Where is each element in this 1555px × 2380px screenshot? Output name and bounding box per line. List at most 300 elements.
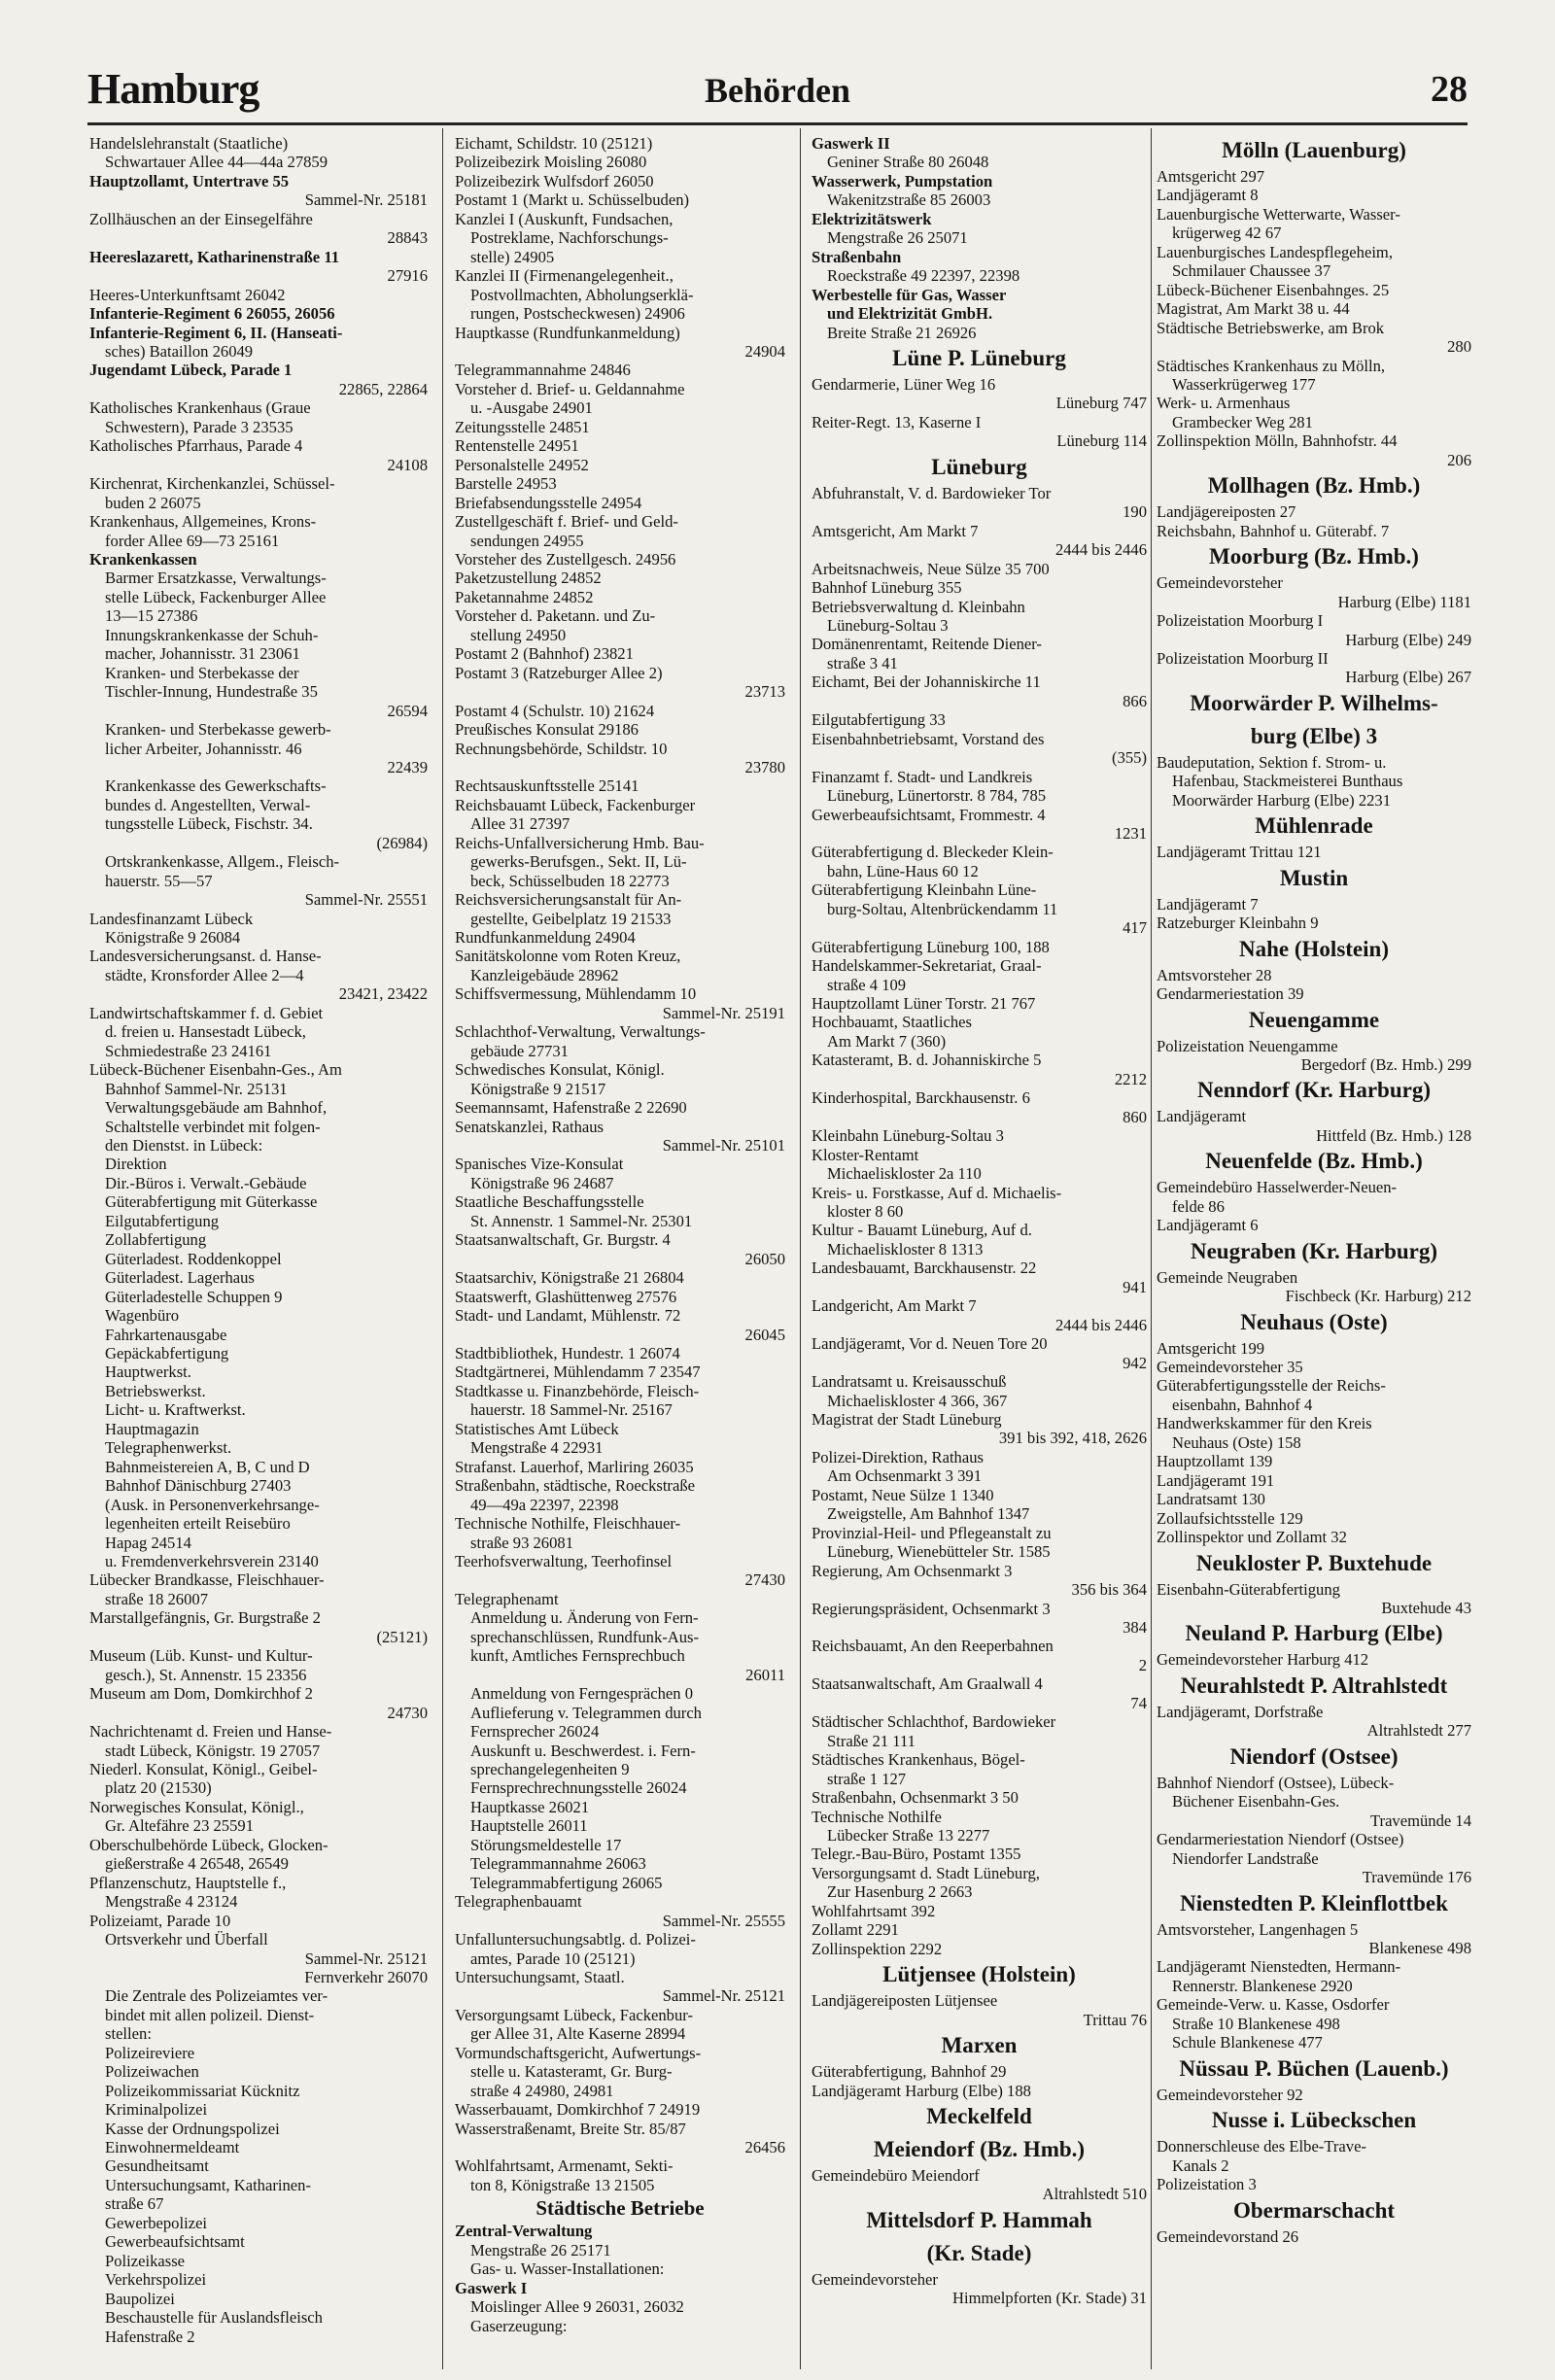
directory-entry-line: Landjägereiposten 27: [1157, 502, 1296, 522]
directory-entry-line: gestellte, Geibelplatz 19 21533: [470, 909, 672, 928]
place-heading: Nüssau P. Büchen (Lauenb.): [1179, 2055, 1449, 2081]
directory-entry-line: Städtisches Krankenhaus, Bögel-: [812, 1750, 1025, 1770]
directory-entry-line: 24730: [387, 1703, 428, 1722]
directory-entry-line: Eisenbahn-Güterabfertigung: [1157, 1579, 1340, 1599]
directory-entry-line: 23780: [744, 757, 785, 776]
directory-entry-line: Mengstraße 26 25171: [470, 2240, 611, 2259]
directory-entry-line: Amtsvorsteher, Langenhagen 5: [1157, 1919, 1359, 1939]
place-heading: Neukloster P. Buxtehude: [1195, 1550, 1433, 1575]
directory-entry-line: 26594: [387, 701, 428, 720]
directory-entry-line: Postamt 4 (Schulstr. 10) 21624: [455, 701, 655, 720]
directory-entry-line: Landratsamt u. Kreisausschuß: [812, 1372, 1007, 1392]
directory-entry-line: Verwaltungsgebäude am Bahnhof,: [105, 1098, 328, 1118]
directory-entry-line: Verkehrspolizei: [105, 2270, 207, 2290]
directory-entry-line: Kranken- und Sterbekasse gewerb-: [105, 720, 331, 740]
directory-entry-line: Königstraße 96 24687: [470, 1173, 614, 1192]
directory-entry-line: Werk- u. Armenhaus: [1157, 394, 1291, 413]
directory-entry-line: Baudeputation, Sektion f. Strom- u.: [1157, 752, 1387, 772]
directory-entry-line: Polizeistation Moorburg I: [1157, 611, 1324, 631]
directory-entry-line: Travemünde 14: [1369, 1811, 1471, 1830]
directory-entry-line: Gepäckabfertigung: [105, 1344, 229, 1362]
directory-entry-line: Wasserwerk, Pumpstation: [812, 171, 993, 190]
directory-entry-line: Polizeiwachen: [105, 2062, 199, 2082]
directory-entry-line: Kasse der Ordnungspolizei: [105, 2119, 280, 2138]
directory-entry-line: Lübecker Straße 13 2277: [827, 1825, 990, 1845]
place-heading: Moorburg (Bz. Hmb.): [1209, 544, 1419, 569]
place-heading: Lüne P. Lüneburg: [892, 345, 1066, 370]
directory-entry-line: gewerks-Berufsgen., Sekt. II, Lü-: [470, 852, 687, 872]
directory-entry-line: Geniner Straße 80 26048: [827, 153, 989, 172]
directory-entry-line: Straßenbahn, Ochsenmarkt 3 50: [812, 1788, 1019, 1808]
directory-entry-line: Licht- u. Kraftwerkst.: [105, 1400, 246, 1420]
directory-entry-line: Postamt 3 (Ratzeburger Allee 2): [455, 663, 663, 682]
directory-entry-line: Moorwärder Harburg (Elbe) 2231: [1172, 790, 1392, 810]
directory-entry-line: Katholisches Krankenhaus (Graue: [89, 398, 311, 418]
directory-entry-line: Sammel-Nr. 25191: [662, 1003, 785, 1022]
directory-entry-line: 2444 bis 2446: [1054, 1315, 1147, 1334]
directory-entry-line: Postamt 1 (Markt u. Schüsselbuden): [455, 190, 690, 210]
directory-entry-line: Polizeireviere: [105, 2043, 195, 2062]
directory-entry-line: Polizeikommissariat Kücknitz: [105, 2081, 300, 2100]
directory-entry-line: sprechangelegenheiten 9: [470, 1759, 630, 1778]
directory-entry-line: Staatsarchiv, Königstraße 21 26804: [455, 1268, 684, 1288]
directory-entry-line: Paketannahme 24852: [455, 587, 594, 606]
directory-entry-line: Gaswerk II: [812, 134, 890, 153]
directory-entry-line: 27430: [744, 1570, 785, 1590]
directory-entry-line: 26045: [744, 1325, 785, 1344]
directory-entry-line: straße 1 127: [827, 1769, 907, 1788]
directory-entry-line: Hauptkasse 26021: [470, 1797, 590, 1816]
directory-entry-line: Telegraphenamt: [455, 1589, 559, 1608]
directory-entry-line: Direktion: [105, 1155, 167, 1174]
directory-entry-line: 942: [1123, 1353, 1147, 1372]
directory-entry-line: Schwedisches Konsulat, Königl.: [455, 1060, 665, 1080]
directory-entry-line: Polizeistation 3: [1157, 2175, 1257, 2194]
directory-entry-line: Die Zentrale des Polizeiamtes ver-: [105, 1986, 328, 2006]
directory-entry-line: Finanzamt f. Stadt- und Landkreis: [812, 767, 1033, 786]
directory-entry-line: Lüneburg 114: [1056, 431, 1147, 451]
directory-entry-line: Kirchenrat, Kirchenkanzlei, Schüssel-: [89, 474, 335, 494]
directory-entry-line: Staatsanwaltschaft, Gr. Burgstr. 4: [455, 1230, 671, 1250]
directory-entry-line: Schlachthof-Verwaltung, Verwaltungs-: [455, 1022, 706, 1042]
directory-entry-line: forder Allee 69—73 25161: [105, 531, 280, 550]
directory-entry-line: Schmiedestraße 23 24161: [105, 1041, 272, 1060]
directory-entry-line: Gemeindebüro Meiendorf: [812, 2165, 980, 2185]
place-heading: burg (Elbe) 3: [1250, 723, 1378, 748]
directory-entry-line: Mengstraße 26 25071: [827, 228, 968, 248]
directory-entry-line: Schaltstelle verbindet mit folgen-: [105, 1117, 321, 1136]
directory-entry-line: Heereslazarett, Katharinenstraße 11: [89, 247, 339, 266]
directory-entry-line: Güterabfertigung, Bahnhof 29: [812, 2062, 1007, 2082]
directory-entry-line: Regierung, Am Ochsenmarkt 3: [812, 1561, 1013, 1580]
directory-entry-line: Rechtsauskunftsstelle 25141: [455, 776, 639, 796]
directory-entry-line: Staatliche Beschaffungsstelle: [455, 1192, 644, 1212]
directory-entry-line: Untersuchungsamt, Staatl.: [455, 1967, 625, 1986]
directory-entry-line: Fahrkartenausgabe: [105, 1325, 227, 1344]
directory-entry-line: Zollabfertigung: [105, 1230, 207, 1250]
directory-entry-line: Gendarmeriestation 39: [1157, 984, 1304, 1004]
directory-entry-line: Landjägeramt, Dorfstraße: [1157, 1702, 1324, 1721]
directory-entry-line: Telegrammannahme 24846: [455, 361, 631, 380]
directory-entry-line: 2212: [1114, 1069, 1147, 1088]
directory-entry-line: Werbestelle für Gas, Wasser: [812, 285, 1007, 304]
directory-entry-line: Zollinspektion 2292: [812, 1939, 943, 1958]
directory-entry-line: Gendarmerie, Lüner Weg 16: [812, 374, 996, 394]
directory-entry-line: Reichsbahn, Bahnhof u. Güterabf. 7: [1157, 521, 1390, 540]
directory-entry-line: stellen:: [105, 2024, 152, 2044]
directory-entry-line: Gas- u. Wasser-Installationen:: [470, 2259, 665, 2279]
directory-entry-line: Zollhäuschen an der Einsegelfähre: [89, 209, 313, 228]
directory-entry-line: Reichs-Unfallversicherung Hmb. Bau-: [455, 833, 705, 852]
directory-entry-line: Rundfunkanmeldung 24904: [455, 928, 636, 948]
place-heading: Lüneburg: [931, 454, 1027, 479]
directory-entry-line: Zollaufsichtsstelle 129: [1157, 1508, 1303, 1528]
directory-entry-line: Michaeliskloster 2a 110: [827, 1164, 982, 1184]
directory-entry-line: Schiffsvermessung, Mühlendamm 10: [455, 984, 697, 1004]
directory-entry-line: 280: [1447, 337, 1471, 357]
directory-entry-line: Baupolizei: [105, 2289, 175, 2308]
directory-entry-line: Hapag 24514: [105, 1533, 191, 1552]
directory-entry-line: Landjägeramt Nienstedten, Hermann-: [1157, 1957, 1401, 1977]
directory-entry-line: Gemeinde Neugraben: [1157, 1267, 1298, 1287]
directory-entry-line: Wasserkrügerweg 177: [1172, 374, 1316, 394]
directory-entry-line: Roeckstraße 49 22397, 22398: [827, 266, 1020, 286]
directory-entry-line: gießerstraße 4 26548, 26549: [105, 1854, 289, 1874]
directory-entry-line: Gaswerk I: [455, 2278, 528, 2297]
directory-entry-line: u. Fremdenverkehrsverein 23140: [105, 1551, 319, 1570]
directory-entry-line: Polizeibezirk Moisling 26080: [455, 153, 647, 172]
directory-entry-line: Kanzlei II (Firmenangelegenheit.,: [455, 266, 674, 286]
directory-entry-line: 26011: [745, 1665, 785, 1684]
directory-entry-line: Handelskammer-Sekretariat, Graal-: [812, 956, 1042, 976]
directory-entry-line: Donnerschleuse des Elbe-Trave-: [1157, 2137, 1366, 2156]
directory-entry-line: Landesversicherungsanst. d. Hanse-: [89, 947, 322, 966]
directory-entry-line: Landjägeramt 6: [1157, 1216, 1259, 1235]
directory-entry-line: Unfalluntersuchungsabtlg. d. Polizei-: [455, 1930, 696, 1949]
directory-entry-line: Magistrat, Am Markt 38 u. 44: [1157, 299, 1350, 319]
directory-entry-line: Gemeindebüro Hasselwerder-Neuen-: [1157, 1178, 1398, 1197]
directory-entry-line: burg-Soltau, Altenbrückendamm 11: [827, 899, 1058, 918]
directory-entry-line: Zollinspektion Mölln, Bahnhofstr. 44: [1157, 431, 1398, 451]
place-heading: Lütjensee (Holstein): [882, 1962, 1076, 1987]
directory-entry-line: Infanterie-Regiment 6 26055, 26056: [89, 304, 335, 324]
directory-entry-line: Reichsbauamt, An den Reeperbahnen: [812, 1637, 1054, 1656]
directory-entry-line: Himmelpforten (Kr. Stade) 31: [952, 2289, 1147, 2308]
directory-entry-line: Kanals 2: [1172, 2156, 1229, 2175]
directory-entry-line: Kranken- und Sterbekasse der: [105, 663, 299, 682]
directory-entry-line: 2444 bis 2446: [1054, 540, 1147, 560]
directory-entry-line: 866: [1123, 691, 1147, 710]
place-heading: Neurahlstedt P. Altrahlstedt: [1180, 1673, 1448, 1698]
directory-entry-line: Mengstraße 4 23124: [105, 1892, 238, 1912]
directory-entry-line: amtes, Parade 10 (25121): [470, 1949, 636, 1968]
directory-entry-line: straße 93 26081: [470, 1533, 573, 1552]
directory-entry-line: 28843: [387, 228, 428, 248]
directory-entry-line: (355): [1112, 748, 1147, 768]
directory-entry-line: Stadtgärtnerei, Mühlendamm 7 23547: [455, 1362, 701, 1382]
directory-entry-line: 2: [1138, 1655, 1147, 1674]
directory-entry-line: Kanzlei I (Auskunft, Fundsachen,: [455, 209, 674, 228]
place-heading: Neuland P. Harburg (Elbe): [1185, 1621, 1443, 1646]
directory-entry-line: 23713: [744, 682, 785, 702]
directory-entry-line: Preußisches Konsulat 29186: [455, 720, 639, 740]
directory-entry-line: Am Ochsenmarkt 3 391: [827, 1466, 982, 1486]
directory-entry-line: Landesbauamt, Barckhausenstr. 22: [812, 1259, 1037, 1278]
directory-entry-line: ton 8, Königstraße 13 21505: [470, 2175, 655, 2194]
directory-entry-line: Ortsverkehr und Überfall: [105, 1930, 268, 1949]
directory-entry-line: Amtsgericht, Am Markt 7: [812, 521, 979, 540]
directory-entry-line: 23421, 23422: [338, 984, 428, 1004]
directory-entry-line: Güterabfertigungsstelle der Reichs-: [1157, 1376, 1386, 1396]
directory-entry-line: Landjägeramt 7: [1157, 894, 1259, 914]
directory-entry-line: felde 86: [1172, 1196, 1225, 1216]
place-heading: Mittelsdorf P. Hammah: [866, 2207, 1092, 2232]
directory-entry-line: Infanterie-Regiment 6, II. (Hanseati-: [89, 323, 343, 342]
directory-entry-line: Landjägeramt: [1157, 1107, 1247, 1126]
directory-entry-line: bahn, Lüne-Haus 60 12: [827, 861, 979, 880]
directory-entry-line: Allee 31 27397: [470, 814, 570, 834]
directory-entry-line: Kloster-Rentamt: [812, 1145, 919, 1164]
directory-entry-line: 1231: [1114, 823, 1147, 843]
directory-entry-line: Pflanzenschutz, Hauptstelle f.,: [89, 1873, 287, 1892]
directory-entry-line: Zollinspektor und Zollamt 32: [1157, 1528, 1347, 1547]
directory-entry-line: bindet mit allen polizeil. Dienst-: [105, 2005, 315, 2024]
directory-entry-line: Spanisches Vize-Konsulat: [455, 1155, 624, 1174]
directory-entry-line: Lübeck-Büchener Eisenbahn-Ges., Am: [89, 1060, 342, 1080]
directory-entry-line: Harburg (Elbe) 249: [1345, 630, 1471, 649]
directory-entry-line: Gewerbeaufsichtsamt, Frommestr. 4: [812, 805, 1046, 824]
directory-entry-line: stelle u. Katasteramt, Gr. Burg-: [470, 2062, 673, 2082]
place-heading: Neuengamme: [1248, 1007, 1380, 1032]
directory-entry-line: Lüneburg-Soltau 3: [827, 615, 949, 635]
directory-entry-line: Norwegisches Konsulat, Königl.,: [89, 1797, 304, 1816]
directory-entry-line: Städtisches Krankenhaus zu Mölln,: [1157, 356, 1386, 375]
directory-entry-line: Lauenburgisches Landespflegeheim,: [1157, 242, 1393, 261]
directory-entry-line: Katasteramt, B. d. Johanniskirche 5: [812, 1051, 1042, 1070]
directory-entry-line: Amtsvorsteher 28: [1157, 965, 1272, 984]
directory-entry-line: Wohlfahrtsamt 392: [812, 1901, 936, 1920]
directory-entry-line: städte, Kronsforder Allee 2—4: [105, 965, 304, 984]
column-divider: [800, 128, 801, 2369]
directory-entry-line: Ratzeburger Kleinbahn 9: [1157, 914, 1319, 933]
directory-entry-line: Wagenbüro: [105, 1306, 180, 1326]
directory-entry-line: Telegraphenwerkst.: [105, 1438, 232, 1458]
directory-entry-line: Wasserstraßenamt, Breite Str. 85/87: [455, 2119, 686, 2138]
directory-entry-line: Provinzial-Heil- und Pflegeanstalt zu: [812, 1523, 1052, 1542]
directory-entry-line: Güterabfertigung Lüneburg 100, 188: [812, 937, 1050, 956]
directory-entry-line: 26050: [744, 1249, 785, 1268]
directory-entry-line: Handwerkskammer für den Kreis: [1157, 1414, 1372, 1433]
directory-entry-line: stelle Lübeck, Fackenburger Allee: [105, 587, 327, 606]
directory-entry-line: Blankenese 498: [1368, 1939, 1471, 1957]
directory-entry-line: Fernverkehr 26070: [304, 1967, 428, 1986]
directory-entry-line: Statistisches Amt Lübeck: [455, 1419, 619, 1438]
header-section-title: Behörden: [704, 71, 850, 110]
directory-entry-line: Krankenkasse des Gewerkschafts-: [105, 776, 327, 796]
directory-entry-line: gebäude 27731: [470, 1041, 569, 1060]
directory-entry-line: Anmeldung u. Änderung von Fern-: [470, 1608, 699, 1628]
column-divider: [1151, 128, 1152, 2369]
directory-entry-line: Technische Nothilfe: [812, 1807, 942, 1826]
directory-entry-line: Wohlfahrtsamt, Armenamt, Sekti-: [455, 2156, 674, 2176]
directory-entry-line: Büchener Eisenbahn-Ges.: [1172, 1792, 1340, 1811]
directory-entry-line: Postreklame, Nachforschungs-: [470, 228, 669, 248]
directory-entry-line: Travemünde 176: [1362, 1868, 1471, 1887]
directory-entry-line: Gemeinde-Verw. u. Kasse, Osdorfer: [1157, 1995, 1390, 2015]
directory-entry-line: Zweigstelle, Am Bahnhof 1347: [827, 1504, 1030, 1524]
directory-entry-line: Wasserbauamt, Domkirchhof 7 24919: [455, 2100, 701, 2120]
directory-entry-line: 356 bis 364: [1071, 1580, 1147, 1600]
directory-entry-line: Polizeikasse: [105, 2251, 186, 2270]
directory-entry-line: Polizei-Direktion, Rathaus: [812, 1447, 984, 1466]
place-heading: Neuhaus (Oste): [1240, 1309, 1388, 1334]
directory-entry-line: Harburg (Elbe) 267: [1345, 668, 1471, 687]
directory-entry-line: 22439: [387, 757, 428, 776]
directory-entry-line: ger Allee 31, Alte Kaserne 28994: [470, 2024, 686, 2044]
directory-entry-line: (Ausk. in Personenverkehrsange-: [105, 1495, 320, 1514]
directory-entry-line: Staatswerft, Glashüttenweg 27576: [455, 1287, 677, 1306]
directory-entry-line: stellung 24950: [470, 625, 567, 644]
directory-entry-line: Eilgutabfertigung: [105, 1211, 220, 1230]
directory-entry-line: Grambecker Weg 281: [1172, 412, 1313, 431]
directory-entry-line: Altrahlstedt 510: [1042, 2185, 1147, 2204]
directory-entry-line: Marstallgefängnis, Gr. Burgstraße 2: [89, 1608, 321, 1628]
directory-entry-line: Personalstelle 24952: [455, 455, 589, 474]
directory-entry-line: Regierungspräsident, Ochsenmarkt 3: [812, 1599, 1051, 1618]
directory-entry-line: Sammel-Nr. 25555: [662, 1911, 785, 1930]
directory-entry-line: Lübecker Brandkasse, Fleischhauer-: [89, 1570, 325, 1590]
directory-entry-line: Lüneburg 747: [1055, 394, 1147, 413]
directory-entry-line: Straße 21 111: [827, 1731, 916, 1750]
place-heading: Mühlenrade: [1255, 813, 1373, 839]
directory-entry-line: Wakenitzstraße 85 26003: [827, 190, 991, 210]
directory-entry-line: Schwartauer Allee 44—44a 27859: [105, 153, 328, 172]
directory-entry-line: Postamt 2 (Bahnhof) 23821: [455, 644, 634, 664]
directory-entry-line: beck, Schüsselbuden 18 22773: [470, 871, 670, 890]
directory-entry-line: Untersuchungsamt, Katharinen-: [105, 2175, 311, 2194]
directory-entry-line: Museum (Lüb. Kunst- und Kultur-: [89, 1646, 313, 1666]
directory-entry-line: Anmeldung von Ferngesprächen 0: [470, 1684, 694, 1704]
directory-entry-line: straße 18 26007: [105, 1589, 208, 1608]
directory-entry-line: Kreis- u. Forstkasse, Auf d. Michaelis-: [812, 1183, 1062, 1202]
directory-entry-line: Landgericht, Am Markt 7: [812, 1296, 977, 1316]
directory-entry-line: Straße 10 Blankenese 498: [1172, 2014, 1340, 2033]
directory-entry-line: Gemeindevorsteher: [1157, 573, 1283, 593]
directory-entry-line: licher Arbeiter, Johannisstr. 46: [105, 739, 302, 758]
directory-entry-line: Sammel-Nr. 25121: [304, 1949, 428, 1968]
directory-entry-line: Amtsgericht 199: [1157, 1338, 1265, 1358]
directory-entry-line: Stadtbibliothek, Hundestr. 1 26074: [455, 1344, 680, 1362]
directory-entry-line: 941: [1123, 1277, 1147, 1296]
place-heading: Neugraben (Kr. Harburg): [1190, 1238, 1438, 1263]
directory-entry-line: sprechanschlüssen, Rundfunk-Aus-: [470, 1627, 700, 1646]
directory-entry-line: Güterabfertigung d. Bleckeder Klein-: [812, 843, 1054, 862]
directory-entry-line: eisenbahn, Bahnhof 4: [1172, 1395, 1313, 1414]
directory-entry-line: Einwohnermeldeamt: [105, 2138, 240, 2157]
directory-entry-line: u. -Ausgabe 24901: [470, 398, 593, 418]
directory-entry-line: Bahnhof Lüneburg 355: [812, 578, 962, 598]
directory-entry-line: 384: [1123, 1617, 1147, 1637]
directory-column-2: [455, 134, 785, 2369]
directory-entry-line: Sammel-Nr. 25551: [304, 890, 428, 910]
directory-entry-line: Arbeitsnachweis, Neue Sülze 35 700: [812, 559, 1050, 578]
directory-entry-line: Bahnhof Sammel-Nr. 25131: [105, 1079, 288, 1098]
directory-entry-line: Neuhaus (Oste) 158: [1172, 1432, 1301, 1452]
directory-entry-line: Eichamt, Bei der Johanniskirche 11: [812, 673, 1041, 692]
directory-entry-line: Hauptmagazin: [105, 1419, 199, 1438]
directory-entry-line: Kinderhospital, Barckhausenstr. 6: [812, 1088, 1030, 1108]
place-heading: Obermarschacht: [1232, 2197, 1396, 2223]
directory-entry-line: Fischbeck (Kr. Harburg) 212: [1285, 1287, 1471, 1306]
directory-entry-line: Polizeiamt, Parade 10: [89, 1911, 231, 1930]
column-divider: [442, 128, 443, 2369]
directory-entry-line: tungsstelle Lübeck, Fischstr. 34.: [105, 814, 313, 834]
directory-entry-line: 74: [1130, 1693, 1147, 1712]
directory-entry-line: Postvollmachten, Abholungserklä-: [470, 285, 694, 304]
directory-column-1: [89, 134, 428, 2369]
directory-entry-line: Stadt- und Landamt, Mühlenstr. 72: [455, 1306, 681, 1326]
directory-entry-line: Oberschulbehörde Lübeck, Glocken-: [89, 1835, 328, 1854]
directory-entry-line: krügerweg 42 67: [1172, 224, 1282, 243]
directory-entry-line: 391 bis 392, 418, 2626: [998, 1429, 1147, 1448]
directory-entry-line: Landratsamt 130: [1157, 1490, 1265, 1509]
directory-entry-line: Am Markt 7 (360): [827, 1031, 947, 1051]
place-heading: Nahe (Holstein): [1239, 936, 1389, 961]
directory-entry-line: Schmilauer Chaussee 37: [1172, 261, 1331, 281]
directory-entry-line: Gemeindevorsteher 92: [1157, 2085, 1303, 2104]
directory-entry-line: Hochbauamt, Staatliches: [812, 1013, 972, 1032]
directory-entry-line: buden 2 26075: [105, 493, 201, 512]
directory-entry-line: Auskunft u. Beschwerdest. i. Fern-: [470, 1741, 696, 1760]
directory-entry-line: (26984): [376, 833, 428, 852]
directory-entry-line: Dir.-Büros i. Verwalt.-Gebäude: [105, 1173, 307, 1192]
directory-entry-line: Betriebswerkst.: [105, 1381, 206, 1400]
directory-entry-line: Rentenstelle 24951: [455, 436, 579, 456]
directory-entry-line: Güterabfertigung mit Güterkasse: [105, 1192, 318, 1212]
directory-entry-line: Moislinger Allee 9 26031, 26032: [470, 2297, 684, 2317]
place-heading: Mölln (Lauenburg): [1222, 138, 1406, 162]
directory-entry-line: Zustellgeschäft f. Brief- und Geld-: [455, 512, 678, 532]
directory-entry-line: Innungskrankenkasse der Schuh-: [105, 625, 319, 644]
directory-entry-line: Telegr.-Bau-Büro, Postamt 1355: [812, 1845, 1021, 1864]
directory-entry-line: Tischler-Innung, Hundestraße 35: [105, 682, 318, 702]
header-city: Hamburg: [87, 65, 259, 113]
directory-entry-line: Hauptzollamt Lüner Torstr. 21 767: [812, 994, 1036, 1014]
place-heading: (Kr. Stade): [926, 2240, 1032, 2265]
directory-column-3: [812, 134, 1147, 2369]
directory-entry-line: Fernsprechrechnungsstelle 26024: [470, 1778, 687, 1798]
directory-entry-line: Amtsgericht 297: [1157, 167, 1265, 186]
directory-entry-line: stelle) 24905: [470, 247, 555, 266]
directory-entry-line: Buxtehude 43: [1381, 1599, 1471, 1618]
directory-entry-line: straße 4 24980, 24981: [470, 2081, 614, 2100]
place-heading: Mollhagen (Bz. Hmb.): [1207, 473, 1421, 499]
directory-entry-line: Michaeliskloster 4 366, 367: [827, 1391, 1008, 1410]
directory-entry-line: Bahnhof Niendorf (Ostsee), Lübeck-: [1157, 1773, 1395, 1792]
directory-entry-line: Sammel-Nr. 25121: [662, 1986, 785, 2006]
directory-entry-line: sendungen 24955: [470, 531, 584, 550]
directory-entry-line: bundes d. Angestellten, Verwal-: [105, 795, 311, 814]
directory-entry-line: Güterladestelle Schuppen 9: [105, 1287, 283, 1306]
directory-entry-line: Niederl. Konsulat, Königl., Geibel-: [89, 1759, 318, 1778]
directory-entry-line: Gesundheitsamt: [105, 2156, 209, 2176]
directory-entry-line: Schule Blankenese 477: [1172, 2033, 1323, 2052]
directory-entry-line: Lüneburg, Wienebütteler Str. 1585: [827, 1542, 1051, 1562]
directory-entry-line: Bahnmeistereien A, B, C und D: [105, 1457, 310, 1476]
directory-entry-line: Telegrammannahme 26063: [470, 1854, 646, 1874]
directory-entry-line: Kanzleigebäude 28962: [470, 965, 619, 984]
directory-entry-line: Gemeindevorstand 26: [1157, 2226, 1299, 2246]
